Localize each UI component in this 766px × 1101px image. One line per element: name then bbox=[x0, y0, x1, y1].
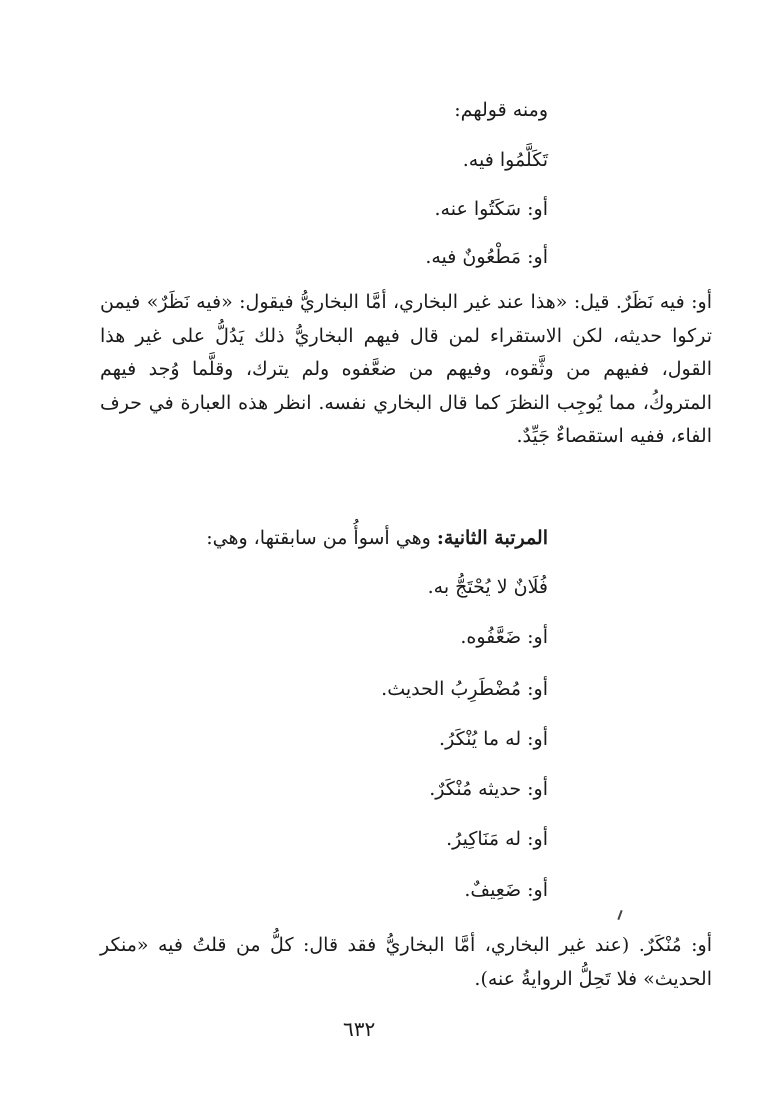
list-item: أو: له مَنَاكِيرُ. bbox=[446, 828, 548, 850]
margin-mark bbox=[617, 910, 622, 920]
list-item: أو: مُضْطَرِبُ الحديث. bbox=[381, 678, 548, 700]
section-text: وهي أسوأُ من سابقتها، وهي: bbox=[206, 527, 431, 549]
section-line bbox=[206, 523, 548, 553]
list-item: أو: له ما يُنْكَرُ. bbox=[439, 728, 548, 750]
list-item: أو: سَكَتُوا عنه. bbox=[434, 198, 548, 220]
section-heading: المرتبة الثانية: bbox=[436, 527, 548, 549]
intro-line: ومنه قولهم: bbox=[454, 99, 548, 121]
list-item: أو: حديثه مُنْكَرٌ. bbox=[429, 778, 548, 800]
paragraph-fih-nazar: أو: فيه نَظَرٌ. قيل: «هذا عند غير البخاري، أمَّا البخاريُّ فيقول: «فيه نَظَرٌ» فيمن تركوا حديثه، لكن الاستقراء لمن قال فيهم البخاريُّ ذلك يَدُلُّ على غير هذا القول، ففيهم من وثَّقوه، وفيهم من ضعَّفوه ولم يترك، وقلَّما وُجد فيهم المتروكُ، مما يُوجِب النظرَ كما قال البخاري نفسه. انظر هذه العبارة في حرف الفاء، ففيه استقصاءٌ جَيِّدٌ. bbox=[100, 291, 712, 448]
list-item: تَكَلَّمُوا فيه. bbox=[462, 149, 548, 171]
list-item: أو: ضَعِيفٌ. bbox=[464, 879, 548, 901]
page-number: ٦٣٢ bbox=[343, 1017, 376, 1041]
list-item: أو: مَطْعُونٌ فيه. bbox=[425, 246, 548, 268]
list-item: فُلَانٌ لا يُحْتَجُّ به. bbox=[427, 576, 548, 598]
paragraph-munkar: أو: مُنْكَرٌ. (عند غير البخاري، أمَّا البخاريُّ فقد قال: كلُّ من قلتُ فيه «منكر الحديث» فلا تَحِلُّ الروايةُ عنه). bbox=[100, 934, 712, 990]
list-item: أو: ضَعَّفُوه. bbox=[460, 626, 548, 648]
